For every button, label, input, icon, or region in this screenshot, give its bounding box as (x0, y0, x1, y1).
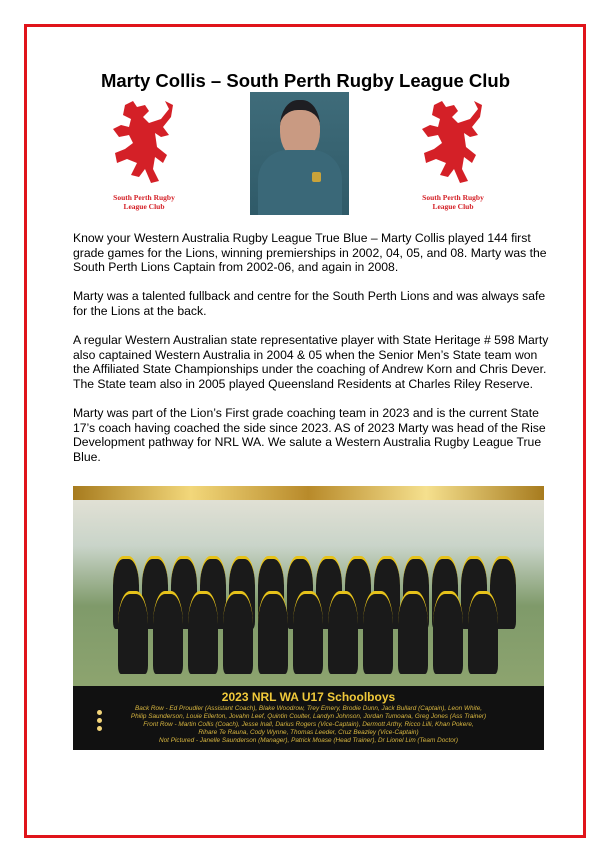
team-caption-line: Not Pictured - Janelle Saunderson (Manager), Patrick Moase (Head Trainer), Dr Lionel Lim (Team Doctor) (158, 737, 459, 744)
player-figure (293, 591, 323, 674)
paragraph: Marty was a talented fullback and centre for the South Perth Lions and was always safe for the Lions at the back. (73, 289, 546, 318)
player-figure (328, 591, 358, 674)
player-figure (363, 591, 393, 674)
club-logo-right (413, 97, 493, 211)
player-figure (153, 591, 183, 674)
player-figure (223, 591, 253, 674)
decorative-dot (97, 726, 102, 731)
paragraph: Marty was part of the Lion’s First grade coaching team in 2023 and is the current State 17’s coach having coached the side since 2023. AS of 2023 Marty was head of the Rise Development pathway for NRL WA. We salute a Western Australia Rugby League True Blue. (73, 406, 546, 464)
decorative-dot (97, 718, 102, 723)
team-photo-title: 2023 NRL WA U17 Schoolboys (221, 690, 396, 704)
player-figure (398, 591, 428, 674)
page-title: Marty Collis – South Perth Rugby League Club (100, 70, 511, 91)
lion-rampant-icon (420, 97, 486, 189)
player-figure (188, 591, 218, 674)
player-figure (468, 591, 498, 674)
player-figure (258, 591, 288, 674)
lion-rampant-icon (111, 97, 177, 189)
team-caption-line: Front Row - Martin Collis (Coach), Jesse Inall, Darius Rogers (Vice-Captain), Dermott Arthy, Ricco Lilli, Khan Pokere, (143, 721, 474, 728)
team-photo (73, 486, 544, 750)
player-figure (433, 591, 463, 674)
player-figure (118, 591, 148, 674)
paragraph: A regular Western Australian state representative player with State Heritage # 598 Marty also captained Western Australia in 2004 & 05 when the Senior Men’s State team won the Affiliated State Championships under the coaching of Andrew Korn and Chris Dever. The State team also in 2005 played Queensland Residents at Charles Riley Reserve. (73, 333, 549, 391)
article-body (73, 231, 553, 479)
club-logo-left (104, 97, 184, 211)
gold-banner (73, 486, 544, 500)
team-caption-line: Rihare Te Rauna, Cody Wynne, Thomas Leeder, Cruz Beazley (Vice-Captain) (198, 729, 419, 736)
logo-caption: South Perth Rugby League Club (422, 193, 484, 211)
decorative-dot (97, 710, 102, 715)
team-caption-line: Philip Saunderson, Louie Ellerton, Jovahn Leef, Quintin Coulter, Landyn Johnson, Jordan Tumoana, Greg Jones (Ass Trainer) (130, 713, 487, 720)
marty-collis-portrait (250, 92, 349, 215)
paragraph: Know your Western Australia Rugby League True Blue – Marty Collis played 144 first grade games for the Lions, winning premierships in 2002, 04, 05, and 08. Marty was the South Perth Lions Captain from 2002-06, and again in 2008. (73, 231, 547, 275)
team-caption-line: Back Row - Ed Proudler (Assistant Coach), Blake Woodrow, Trey Emery, Brodie Dunn, Jack Bullard (Captain), Leon White, (134, 705, 483, 712)
logo-caption: South Perth Rugby League Club (113, 193, 175, 211)
